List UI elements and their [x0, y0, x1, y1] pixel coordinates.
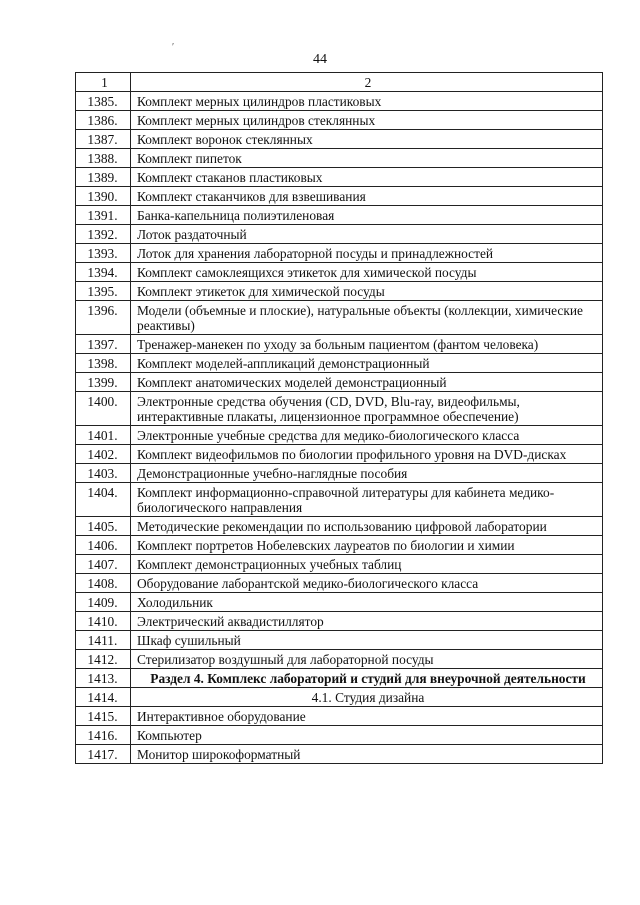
item-name: Комплект стаканов пластиковых [131, 168, 603, 187]
table-row [76, 130, 603, 149]
row-number: 1408. [76, 574, 131, 593]
table-header-row [76, 73, 603, 92]
row-number: 1403. [76, 464, 131, 483]
row-number: 1412. [76, 650, 131, 669]
row-number: 1409. [76, 593, 131, 612]
item-name: Банка-капельница полиэтиленовая [131, 206, 603, 225]
row-number: 1398. [76, 354, 131, 373]
table-row [76, 373, 603, 392]
item-name: Комплект портретов Нобелевских лауреатов по биологии и химии [131, 536, 603, 555]
item-name: Электрический аквадистиллятор [131, 612, 603, 631]
table-row [76, 206, 603, 225]
row-number: 1400. [76, 392, 131, 426]
item-name: Стерилизатор воздушный для лабораторной посуды [131, 650, 603, 669]
row-number: 1386. [76, 111, 131, 130]
table-row [76, 536, 603, 555]
table-row [76, 187, 603, 206]
table-row [76, 225, 603, 244]
item-name: Комплект демонстрационных учебных таблиц [131, 555, 603, 574]
row-number: 1387. [76, 130, 131, 149]
table-row [76, 92, 603, 111]
row-number: 1399. [76, 373, 131, 392]
table-row [76, 282, 603, 301]
row-number: 1404. [76, 483, 131, 517]
row-number: 1407. [76, 555, 131, 574]
table-row [76, 555, 603, 574]
item-name: Комплект самоклеящихся этикеток для химической посуды [131, 263, 603, 282]
item-name: Компьютер [131, 726, 603, 745]
row-number: 1416. [76, 726, 131, 745]
item-name: Комплект мерных цилиндров стеклянных [131, 111, 603, 130]
table-row [76, 354, 603, 373]
table-body [76, 73, 603, 764]
table-row [76, 464, 603, 483]
item-name: Методические рекомендации по использованию цифровой лаборатории [131, 517, 603, 536]
row-number: 1402. [76, 445, 131, 464]
item-name: Модели (объемные и плоские), натуральные объекты (коллекции, химические реактивы) [131, 301, 603, 335]
row-number: 1414. [76, 688, 131, 707]
row-number: 1405. [76, 517, 131, 536]
row-number: 1395. [76, 282, 131, 301]
page-number: 44 [313, 52, 327, 67]
table-row [76, 707, 603, 726]
item-name: Комплект этикеток для химической посуды [131, 282, 603, 301]
table-row [76, 263, 603, 282]
equipment-table [75, 72, 603, 764]
item-name: Оборудование лаборантской медико-биологического класса [131, 574, 603, 593]
header-col-number: 1 [76, 73, 131, 92]
table-row [76, 669, 603, 688]
table-row [76, 392, 603, 426]
table-row [76, 745, 603, 764]
table-row [76, 593, 603, 612]
table-row [76, 688, 603, 707]
row-number: 1417. [76, 745, 131, 764]
item-name: Комплект информационно-справочной литературы для кабинета медико-биологического направления [131, 483, 603, 517]
table-row [76, 726, 603, 745]
row-number: 1389. [76, 168, 131, 187]
table-row [76, 483, 603, 517]
row-number: 1385. [76, 92, 131, 111]
item-name: Комплект пипеток [131, 149, 603, 168]
section-heading: Раздел 4. Комплекс лабораторий и студий для внеурочной деятельности [131, 669, 603, 688]
table-row [76, 445, 603, 464]
item-name: Комплект анатомических моделей демонстрационный [131, 373, 603, 392]
item-name: Холодильник [131, 593, 603, 612]
item-name: Шкаф сушильный [131, 631, 603, 650]
row-number: 1396. [76, 301, 131, 335]
row-number: 1406. [76, 536, 131, 555]
row-number: 1415. [76, 707, 131, 726]
row-number: 1413. [76, 669, 131, 688]
scan-speck: ʹ [172, 42, 175, 53]
table-row [76, 149, 603, 168]
table-row [76, 111, 603, 130]
row-number: 1390. [76, 187, 131, 206]
row-number: 1392. [76, 225, 131, 244]
item-name: Монитор широкоформатный [131, 745, 603, 764]
item-name: Лоток для хранения лабораторной посуды и принадлежностей [131, 244, 603, 263]
table-row [76, 168, 603, 187]
header-col-name: 2 [131, 73, 603, 92]
row-number: 1394. [76, 263, 131, 282]
row-number: 1393. [76, 244, 131, 263]
table-row [76, 335, 603, 354]
table-row [76, 517, 603, 536]
table-row [76, 574, 603, 593]
row-number: 1410. [76, 612, 131, 631]
item-name: Тренажер-манекен по уходу за больным пациентом (фантом человека) [131, 335, 603, 354]
row-number: 1411. [76, 631, 131, 650]
table-row [76, 612, 603, 631]
item-name: Интерактивное оборудование [131, 707, 603, 726]
table-row [76, 244, 603, 263]
row-number: 1388. [76, 149, 131, 168]
item-name: Электронные средства обучения (CD, DVD, Blu-ray, видеофильмы, интерактивные плакаты, лицензионное программное обеспечение) [131, 392, 603, 426]
table-row [76, 426, 603, 445]
subsection-heading: 4.1. Студия дизайна [131, 688, 603, 707]
row-number: 1391. [76, 206, 131, 225]
item-name: Комплект видеофильмов по биологии профильного уровня на DVD-дисках [131, 445, 603, 464]
item-name: Комплект воронок стеклянных [131, 130, 603, 149]
item-name: Лоток раздаточный [131, 225, 603, 244]
item-name: Электронные учебные средства для медико-биологического класса [131, 426, 603, 445]
item-name: Демонстрационные учебно-наглядные пособия [131, 464, 603, 483]
row-number: 1397. [76, 335, 131, 354]
row-number: 1401. [76, 426, 131, 445]
item-name: Комплект моделей-аппликаций демонстрационный [131, 354, 603, 373]
item-name: Комплект стаканчиков для взвешивания [131, 187, 603, 206]
item-name: Комплект мерных цилиндров пластиковых [131, 92, 603, 111]
table-row [76, 301, 603, 335]
table-row [76, 631, 603, 650]
table-row [76, 650, 603, 669]
